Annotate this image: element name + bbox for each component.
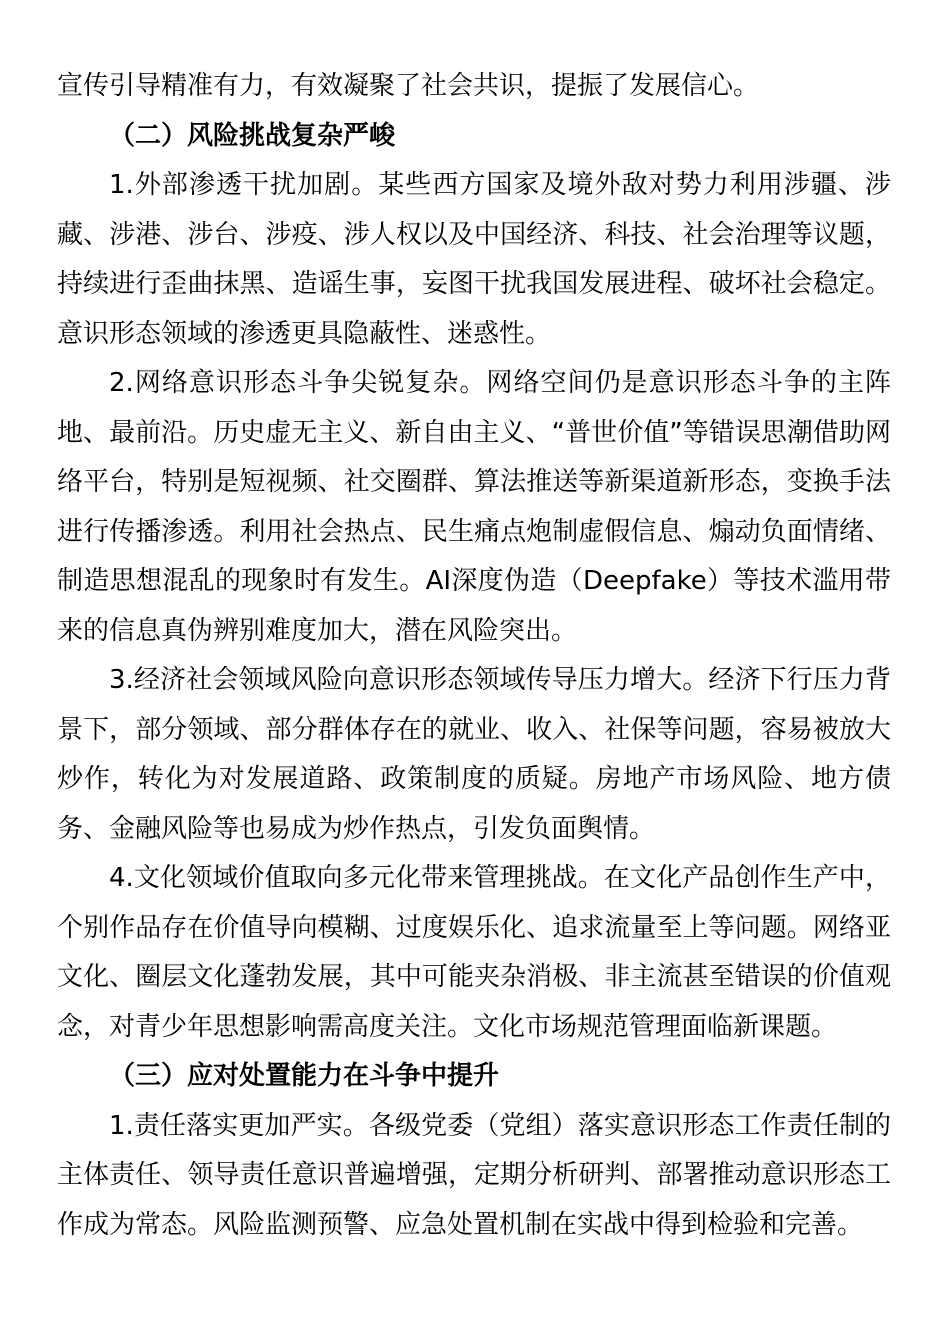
document-page (57, 62, 891, 1250)
paragraph-economic-risk: 3.经济社会领域风险向意识形态领域传导压力增大。经济下行压力背景下，部分领域、部分群体存在的就业、收入、社保等问题，容易被放大炒作，转化为对发展道路、政策制度的质疑。房地产市场风险、地方债务、金融风险等也易成为炒作热点，引发负面舆情。 (57, 665, 891, 844)
paragraph-network-ideology: 2.网络意识形态斗争尖锐复杂。网络空间仍是意识形态斗争的主阵地、最前沿。历史虚无主义、新自由主义、“普世价值”等错误思潮借助网络平台，特别是短视频、社交圈群、算法推送等新渠道新形态，变换手法进行传播渗透。利用社会热点、民生痛点炮制虚假信息、煽动负面情绪、制造思想混乱的现象时有发生。AI深度伪造（Deepfake）等技术滥用带来的信息真伪辨别难度加大，潜在风险突出。 (57, 368, 891, 646)
paragraph-responsibility: 1.责任落实更加严实。各级党委（党组）落实意识形态工作责任制的主体责任、领导责任意识普遍增强，定期分析研判、部署推动意识形态工作成为常态。风险监测预警、应急处置机制在实战中得到检验和完善。 (57, 1110, 891, 1240)
paragraph-external-infiltration: 1.外部渗透干扰加剧。某些西方国家及境外敌对势力利用涉疆、涉藏、涉港、涉台、涉疫、涉人权以及中国经济、科技、社会治理等议题，持续进行歪曲抹黑、造谣生事，妄图干扰我国发展进程、破坏社会稳定。意识形态领域的渗透更具隐蔽性、迷惑性。 (57, 170, 891, 349)
section-heading-2: （二）风险挑战复杂严峻 (109, 120, 396, 151)
section-heading-3: （三）应对处置能力在斗争中提升 (109, 1061, 500, 1091)
paragraph-cultural-values: 4.文化领域价值取向多元化带来管理挑战。在文化产品创作生产中，个别作品存在价值导向模糊、过度娱乐化、追求流量至上等问题。网络亚文化、圈层文化蓬勃发展，其中可能夹杂消极、非主流甚至错误的价值观念，对青少年思想影响需高度关注。文化市场规范管理面临新课题。 (57, 863, 891, 1042)
paragraph-continuation: 宣传引导精准有力，有效凝聚了社会共识，提振了发展信心。 (57, 71, 760, 101)
